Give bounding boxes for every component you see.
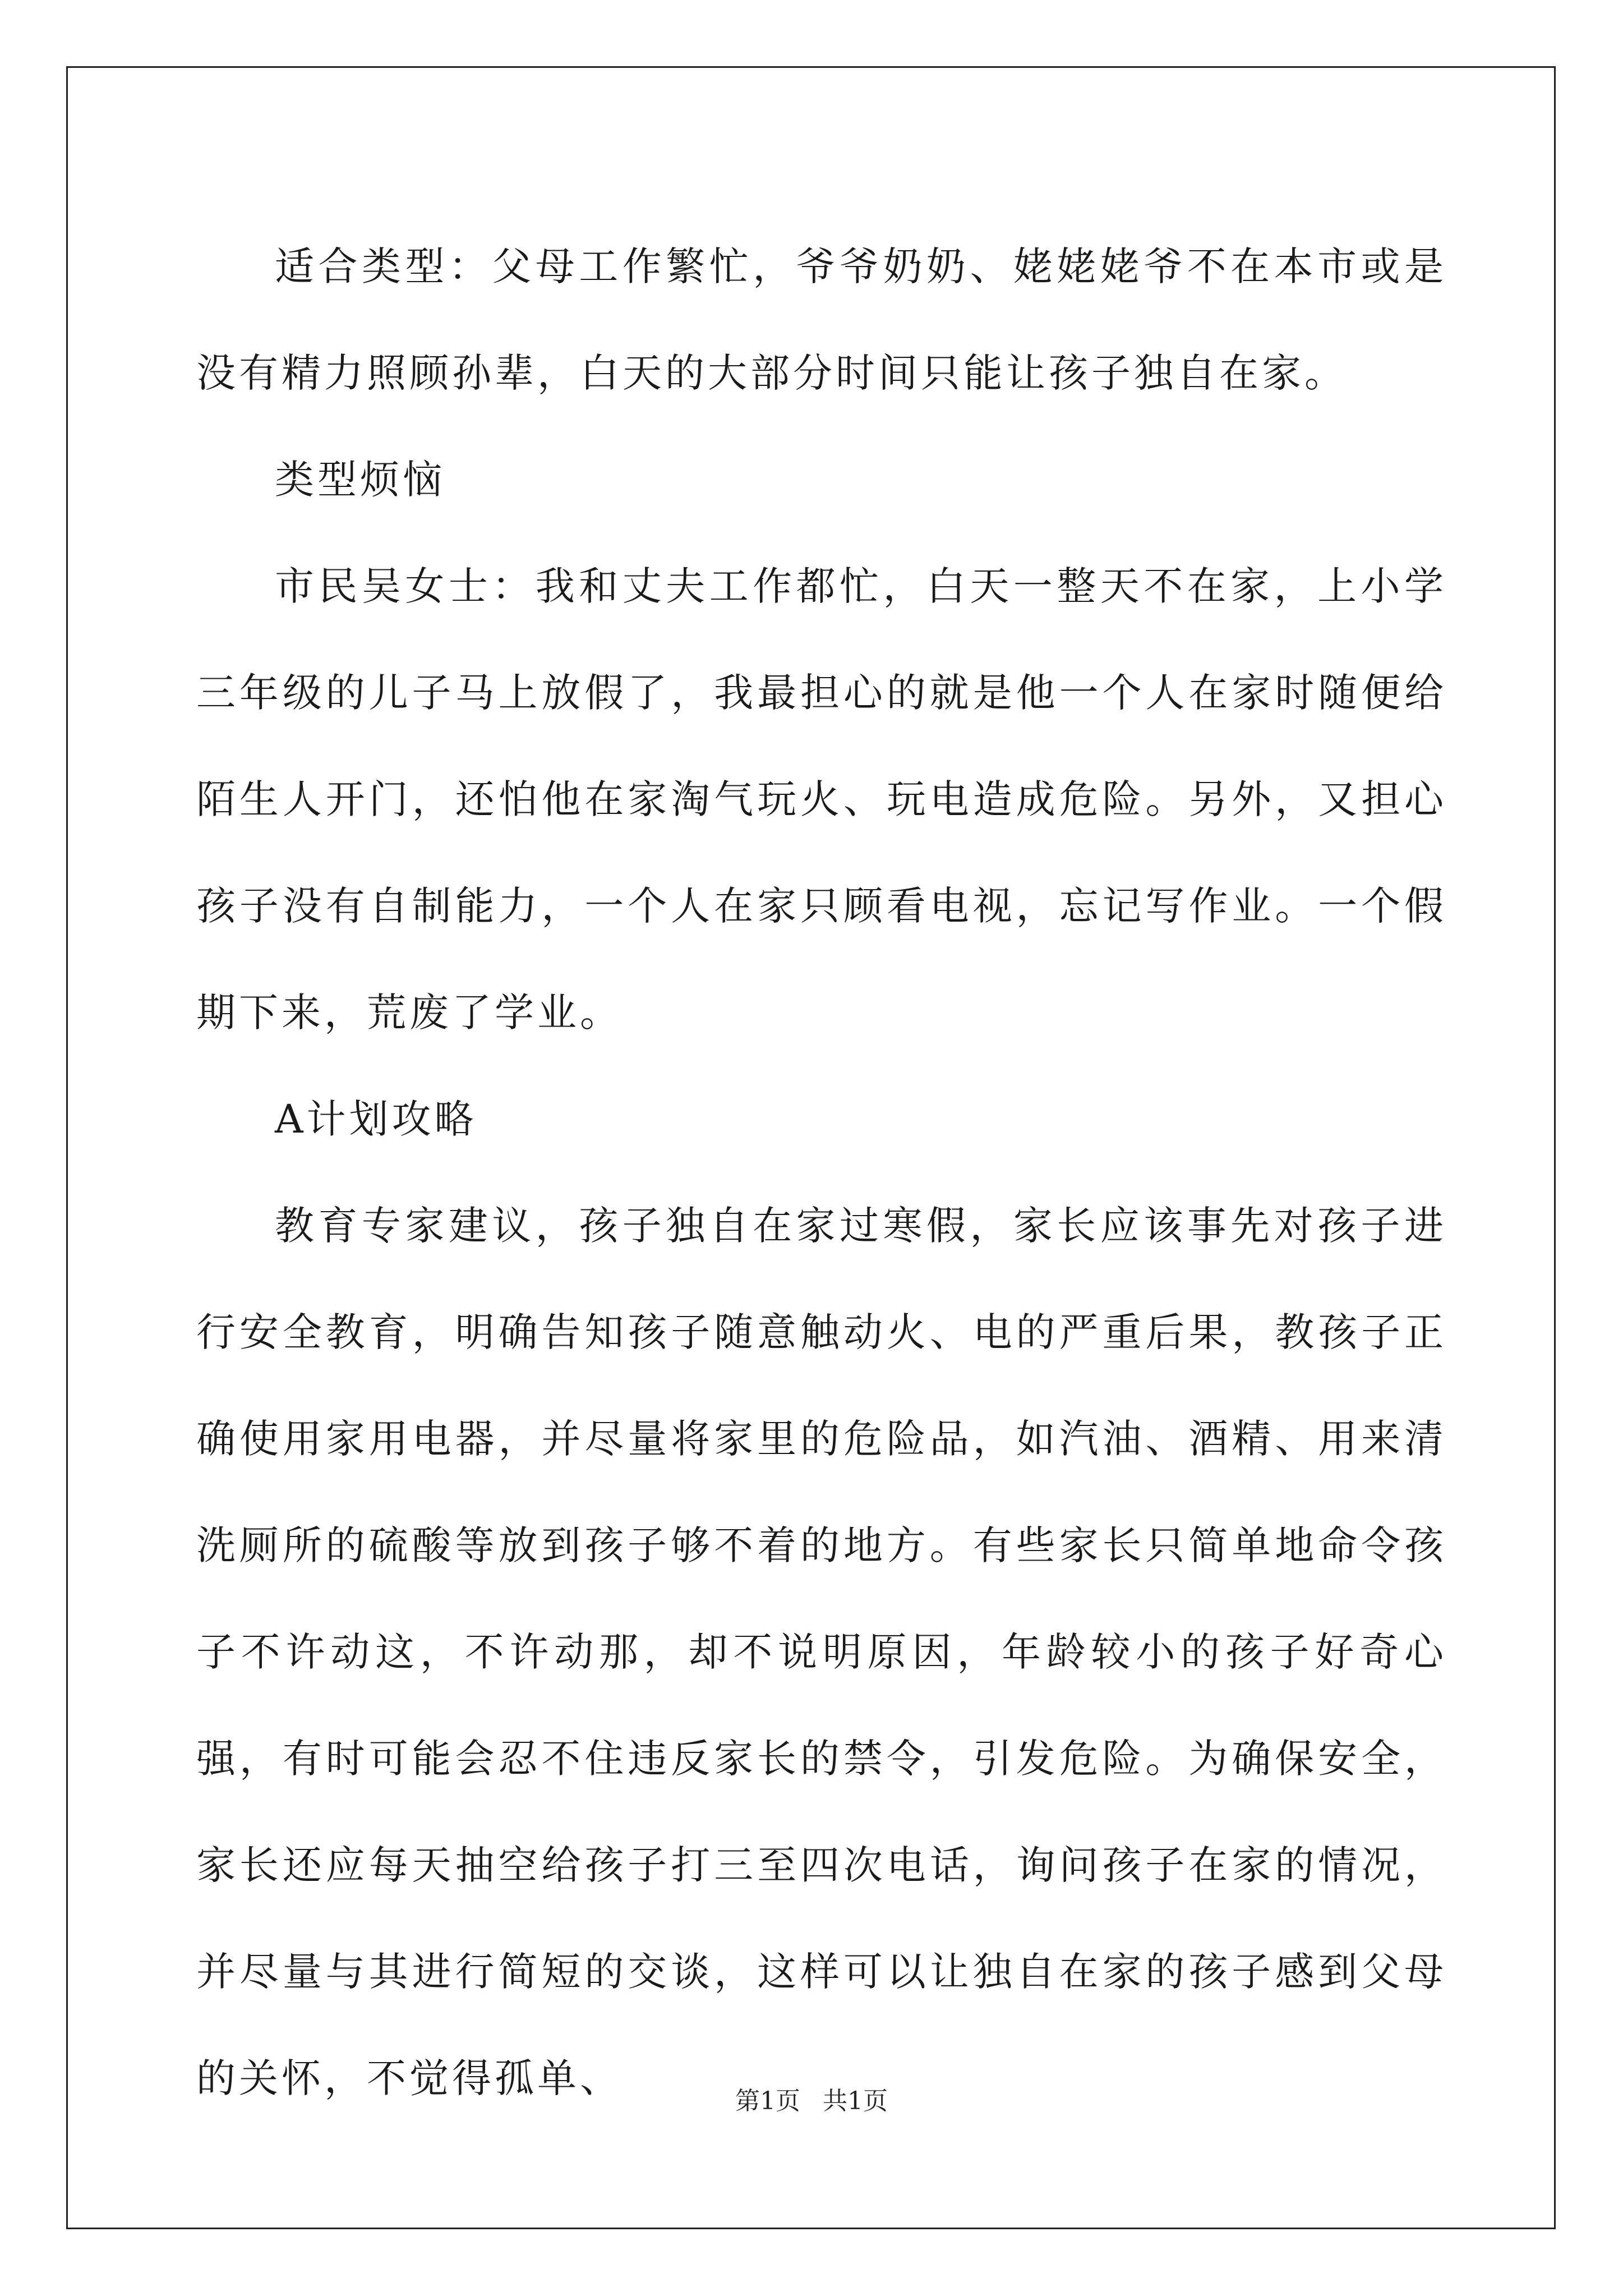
page-number: 第1页: [735, 2087, 800, 2115]
heading-type-worries: 类型烦恼: [275, 457, 445, 503]
page-footer: [0, 2085, 1623, 2118]
paragraph-suitable-type: 适合类型：父母工作繁忙，爷爷奶奶、姥姥姥爷不在本市或是没有精力照顾孙辈，白天的大部分时间只能让孩子独自在家。: [196, 243, 1447, 396]
document-body: [196, 213, 1447, 2132]
page-total: 共1页: [823, 2087, 888, 2115]
paragraph-expert-advice: 教育专家建议，孩子独自在家过寒假，家长应该事先对孩子进行安全教育，明确告知孩子随意触动火、电的严重后果，教孩子正确使用家用电器，并尽量将家里的危险品，如汽油、酒精、用来清洗厕所的硫酸等放到孩子够不着的地方。有些家长只简单地命令孩子不许动这，不许动那，却不说明原因，年龄较小的孩子好奇心强，有时可能会忍不住违反家长的禁令，引发危险。为确保安全，家长还应每天抽空给孩子打三至四次电话，询问孩子在家的情况，并尽量与其进行简短的交谈，这样可以让独自在家的孩子感到父母的关怀，不觉得孤单、: [196, 1203, 1447, 2101]
paragraph-citizen-quote: 市民吴女士：我和丈夫工作都忙，白天一整天不在家，上小学三年级的儿子马上放假了，我最担心的就是他一个人在家时随便给陌生人开门，还怕他在家淘气玩火、玩电造成危险。另外，又担心孩子没有自制能力，一个人在家只顾看电视，忘记写作业。一个假期下来，荒废了学业。: [196, 563, 1447, 1036]
heading-plan-a: A计划攻略: [275, 1096, 477, 1142]
